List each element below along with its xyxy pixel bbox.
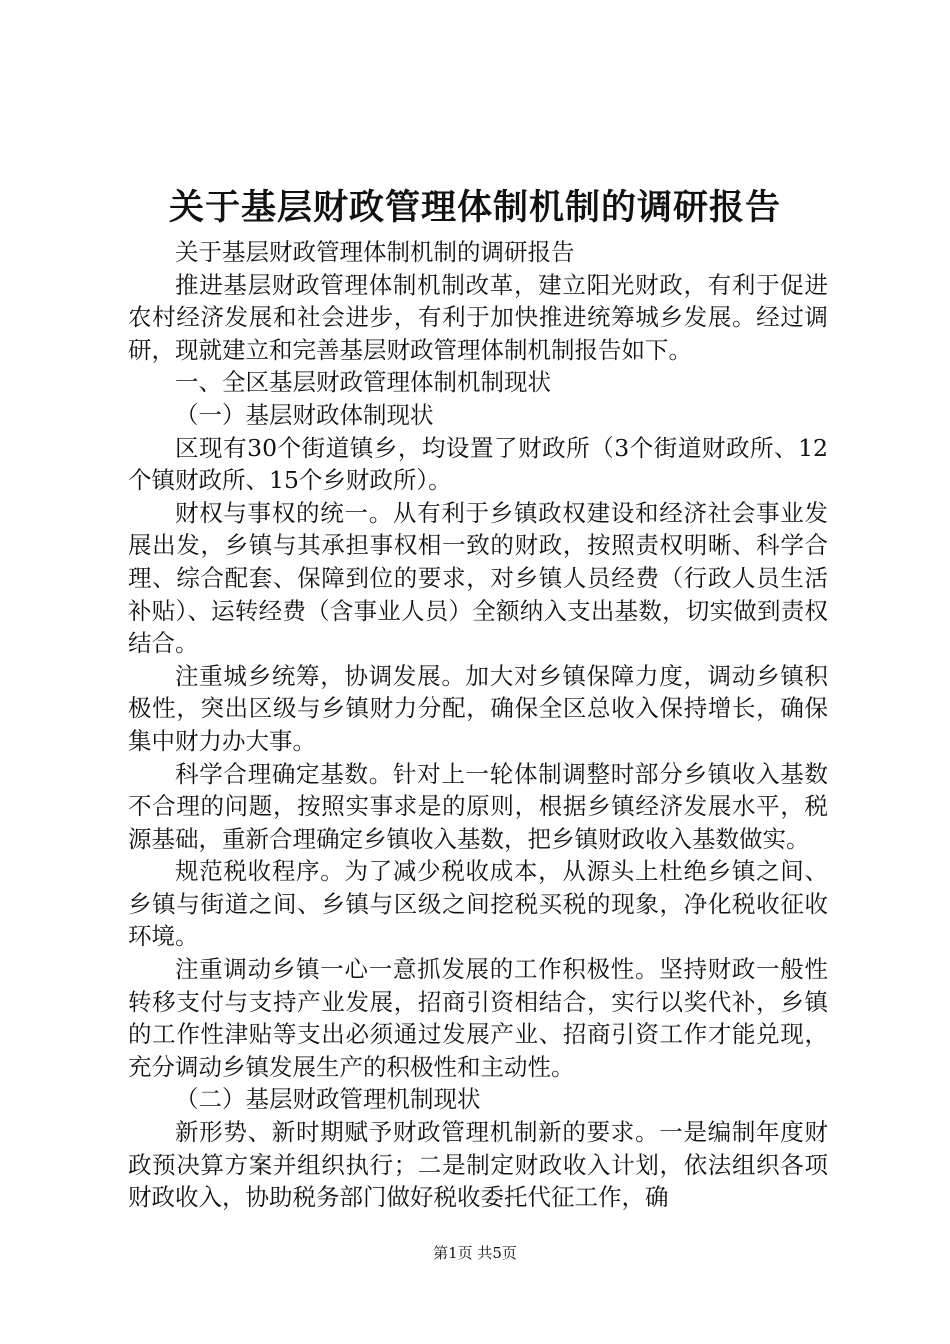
paragraph: 规范税收程序。为了减少税收成本，从源头上杜绝乡镇之间、乡镇与街道之间、乡镇与区级之间挖税买税的现象，净化税收征收环境。 (128, 857, 828, 951)
paragraph: 财权与事权的统一。从有利于乡镇政权建设和经济社会事业发展出发，乡镇与其承担事权相一致的财政，按照责权明晰、科学合理、综合配套、保障到位的要求，对乡镇人员经费（行政人员生活补贴）、运转经费（含事业人员）全额纳入支出基数，切实做到责权结合。 (128, 498, 828, 658)
page-number: 第1页 共5页 (433, 1244, 517, 1262)
subsection-heading-2: （二）基层财政管理机制现状 (175, 1085, 481, 1114)
paragraph-intro: 推进基层财政管理体制机制改革，建立阳光财政，有利于促进农村经济发展和社会进步，有利于加快推进统筹城乡发展。经过调研，现就建立和完善基层财政管理体制机制报告如下。 (128, 270, 828, 364)
paragraph: 注重调动乡镇一心一意抓发展的工作积极性。坚持财政一般性转移支付与支持产业发展，招商引资相结合，实行以奖代补，乡镇的工作性津贴等支出必须通过发展产业、招商引资工作才能兑现，充分调动乡镇发展生产的积极性和主动性。 (128, 955, 828, 1081)
paragraph: 科学合理确定基数。针对上一轮体制调整时部分乡镇收入基数不合理的问题，按照实事求是的原则，根据乡镇经济发展水平，税源基础，重新合理确定乡镇收入基数，把乡镇财政收入基数做实。 (128, 759, 828, 853)
paragraph: 新形势、新时期赋予财政管理机制新的要求。一是编制年度财政预决算方案并组织执行；二是制定财政收入计划，依法组织各项财政收入，协助税务部门做好税收委托代征工作，确 (128, 1118, 828, 1212)
paragraph: 注重城乡统筹，协调发展。加大对乡镇保障力度，调动乡镇积极性，突出区级与乡镇财力分配，确保全区总收入保持增长，确保集中财力办大事。 (128, 661, 828, 755)
section-heading-1: 一、全区基层财政管理体制机制现状 (175, 368, 551, 397)
paragraph-subtitle: 关于基层财政管理体制机制的调研报告 (175, 238, 575, 266)
paragraph: 区现有30个街道镇乡，均设置了财政所（3个街道财政所、12个镇财政所、15个乡财政所）。 (128, 433, 828, 495)
document-title: 关于基层财政管理体制机制的调研报告 (168, 187, 781, 228)
document-body (128, 236, 828, 1214)
subsection-heading-1: （一）基层财政体制现状 (175, 400, 434, 429)
